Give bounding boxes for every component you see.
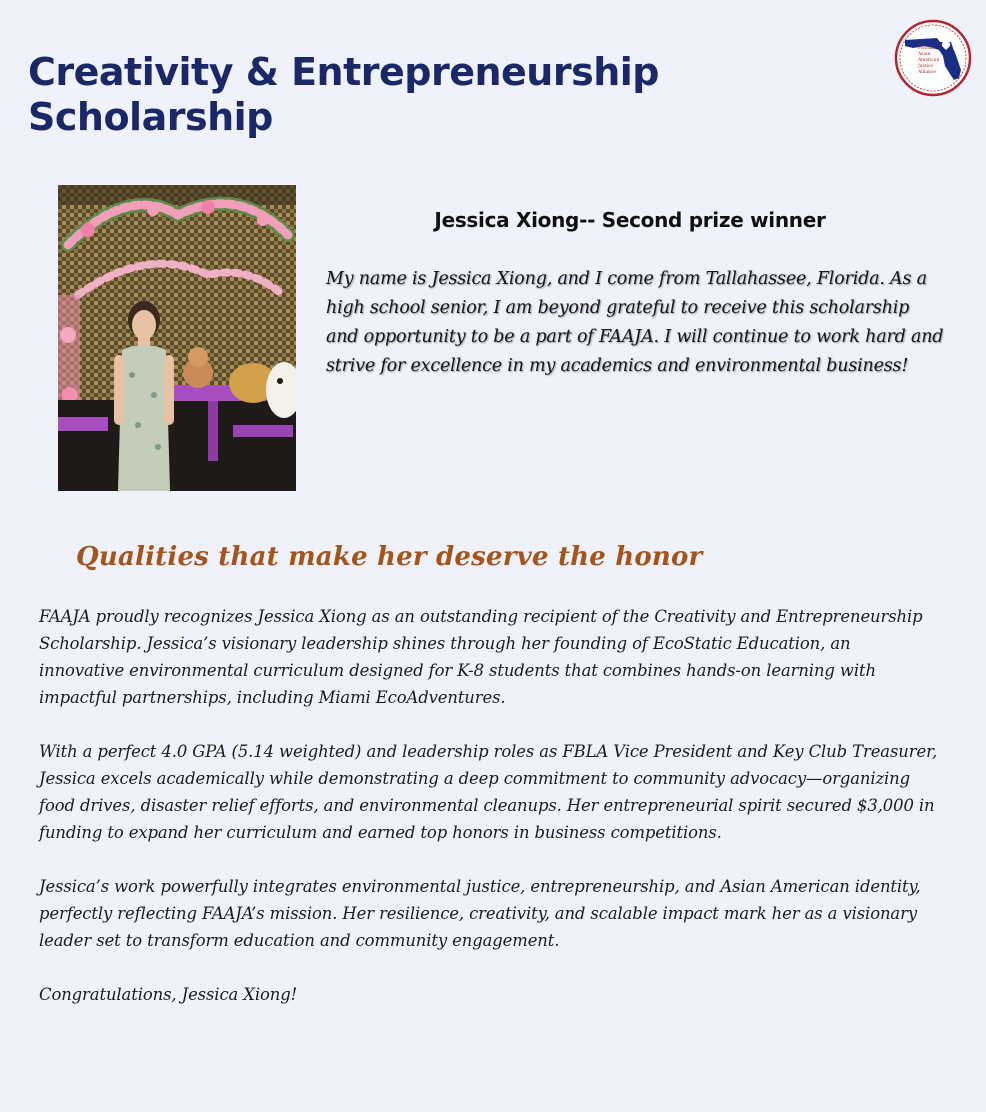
faaja-logo [893,18,973,98]
qualities-paragraph-2: With a perfect 4.0 GPA (5.14 weighted) and leadership roles as FBLA Vice President and Key Club Treasurer, Jessica excels academically while demonstrating a deep commitment to community advocacy—organizing food drives, disaster relief efforts, and environmental cleanups. Her entrepreneurial spirit secured $3,000 in funding to expand her curriculum and earned top honors in business competitions. [39,742,938,842]
page-title [28,50,848,140]
page-title-line1: Creativity & Entrepreneurship [28,50,659,94]
winner-photo [58,185,296,491]
page-title-line2: Scholarship [28,95,273,139]
logo-line-4: Justice [918,64,934,69]
winner-heading: Jessica Xiong-- Second prize winner [434,208,826,232]
logo-line-2: Asian [918,52,931,57]
logo-line-3: American [918,58,940,63]
logo-line-5: Alliance [918,70,936,75]
closing-line: Congratulations, Jessica Xiong! [39,985,298,1004]
qualities-paragraph-3: Jessica’s work powerfully integrates environmental justice, entrepreneurship, and Asian American identity, perfectly reflecting FAAJA’s mission. Her resilience, creativity, and scalable impact mark her as a visionary leader set to transform education and community engagement. [39,877,921,950]
qualities-heading: Qualities that make her deserve the honor [76,542,703,572]
qualities-paragraph-1: FAAJA proudly recognizes Jessica Xiong as an outstanding recipient of the Creativity and Entrepreneurship Scholarship. Jessica’s visionary leadership shines through her founding of EcoStatic Education, an innovative environmental curriculum designed for K-8 students that combines hands-on learning with impactful partnerships, including Miami EcoAdventures. [39,607,923,707]
winner-quote: My name is Jessica Xiong, and I come from Tallahassee, Florida. As a high school senior, I am beyond grateful to receive this scholarship and opportunity to be a part of FAAJA. I will continue to work hard and strive for excellence in my academics and environmental business! [326,269,944,376]
portrait-photo-icon [58,185,296,491]
florida-map-icon [893,18,973,98]
logo-line-1: Florida [918,46,935,51]
qualities-body [39,603,939,1008]
